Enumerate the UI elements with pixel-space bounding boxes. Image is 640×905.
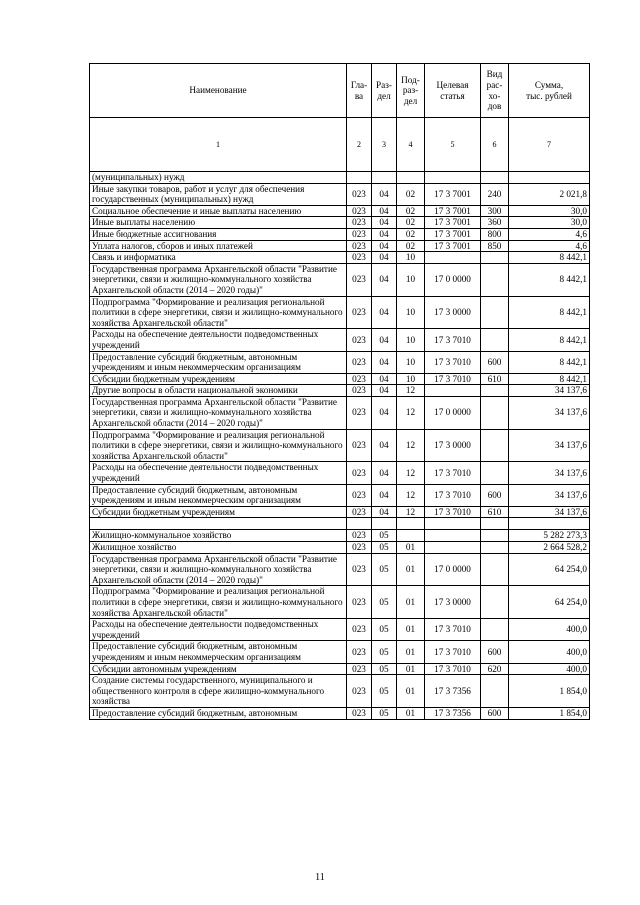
row-vid: 300: [481, 205, 509, 217]
column-number: 6: [481, 118, 509, 172]
row-razdel: 04: [372, 217, 397, 229]
row-podrazdel: 12: [397, 506, 425, 518]
row-vid: [481, 252, 509, 264]
row-target: 17 3 7356: [425, 707, 481, 719]
row-name: Подпрограмма "Формирование и реализация региональной политики в сфере энергетики, связи и жилищно-коммунального хозяйства Архангельской области": [90, 296, 347, 329]
row-name: Предоставление субсидий бюджетным, автономным учреждениям и иным некоммерческим организациям: [90, 484, 347, 506]
row-name: Иные бюджетные ассигнования: [90, 228, 347, 240]
row-target: 17 3 7001: [425, 228, 481, 240]
header-razdel: Раз- дел: [372, 64, 397, 118]
row-sum: 34 137,6: [509, 429, 590, 462]
row-target: 17 3 7010: [425, 484, 481, 506]
row-podrazdel: 01: [397, 641, 425, 663]
table-row: [90, 675, 590, 708]
row-glava: 023: [347, 553, 372, 586]
row-target: 17 3 7001: [425, 183, 481, 205]
table-row: [90, 619, 590, 641]
row-razdel: 04: [372, 228, 397, 240]
table-row: [90, 396, 590, 429]
row-podrazdel: 02: [397, 228, 425, 240]
row-glava: 023: [347, 663, 372, 675]
row-target: 17 3 7010: [425, 663, 481, 675]
row-vid: 600: [481, 707, 509, 719]
row-sum: 8 442,1: [509, 263, 590, 296]
row-podrazdel: 02: [397, 205, 425, 217]
row-razdel: 04: [372, 240, 397, 252]
row-sum: 8 442,1: [509, 373, 590, 385]
row-vid: [481, 530, 509, 542]
row-glava: 023: [347, 217, 372, 229]
row-podrazdel: 12: [397, 484, 425, 506]
row-razdel: 04: [372, 183, 397, 205]
table-row: [90, 707, 590, 719]
row-glava: 023: [347, 263, 372, 296]
row-glava: 023: [347, 205, 372, 217]
column-number: 2: [347, 118, 372, 172]
row-sum: 8 442,1: [509, 329, 590, 351]
row-target: 17 0 0000: [425, 553, 481, 586]
row-glava: 023: [347, 373, 372, 385]
row-name: Уплата налогов, сборов и иных платежей: [90, 240, 347, 252]
table-row: [90, 217, 590, 229]
row-name: Государственная программа Архангельской области "Развитие энергетики, связи и жилищно-коммунального хозяйства Архангельской области (2014 – 2020 годы)": [90, 553, 347, 586]
row-podrazdel: 01: [397, 553, 425, 586]
row-sum: 1 854,0: [509, 675, 590, 708]
row-vid: [481, 675, 509, 708]
table-row: [90, 183, 590, 205]
row-vid: [481, 329, 509, 351]
table-row: [90, 385, 590, 397]
row-razdel: 04: [372, 263, 397, 296]
header-glava: Гла- ва: [347, 64, 372, 118]
row-razdel: 05: [372, 707, 397, 719]
row-vid: [481, 429, 509, 462]
row-sum: 400,0: [509, 619, 590, 641]
row-vid: [481, 586, 509, 619]
row-podrazdel: 10: [397, 329, 425, 351]
table-row: [90, 373, 590, 385]
row-sum: 4,6: [509, 240, 590, 252]
table-row: [90, 506, 590, 518]
row-razdel: 04: [372, 329, 397, 351]
row-vid: [481, 385, 509, 397]
row-name: Подпрограмма "Формирование и реализация региональной политики в сфере энергетики, связи и жилищно-коммунального хозяйства Архангельской области": [90, 586, 347, 619]
row-vid: [481, 172, 509, 184]
row-razdel: [372, 518, 397, 530]
row-vid: 600: [481, 641, 509, 663]
row-name: Жилищно-коммунальное хозяйство: [90, 530, 347, 542]
row-glava: 023: [347, 351, 372, 373]
row-sum: 64 254,0: [509, 586, 590, 619]
row-name: Предоставление субсидий бюджетным, автономным учреждениям и иным некоммерческим организациям: [90, 351, 347, 373]
row-target: 17 3 0000: [425, 586, 481, 619]
row-sum: 4,6: [509, 228, 590, 240]
row-vid: 610: [481, 373, 509, 385]
row-podrazdel: 12: [397, 385, 425, 397]
row-name: Создание системы государственного, муниципального и общественного контроля в сфере жилищно-коммунального хозяйства: [90, 675, 347, 708]
row-razdel: 05: [372, 619, 397, 641]
row-sum: 30,0: [509, 217, 590, 229]
row-sum: 64 254,0: [509, 553, 590, 586]
row-glava: 023: [347, 385, 372, 397]
row-sum: 34 137,6: [509, 506, 590, 518]
row-podrazdel: 01: [397, 675, 425, 708]
row-sum: 400,0: [509, 641, 590, 663]
table-row: [90, 484, 590, 506]
row-razdel: 04: [372, 385, 397, 397]
row-razdel: 04: [372, 429, 397, 462]
row-glava: 023: [347, 240, 372, 252]
row-vid: [481, 518, 509, 530]
row-sum: 30,0: [509, 205, 590, 217]
table-row: [90, 329, 590, 351]
row-name: Субсидии бюджетным учреждениям: [90, 373, 347, 385]
row-sum: 1 854,0: [509, 707, 590, 719]
table-row: [90, 429, 590, 462]
row-name: Расходы на обеспечение деятельности подведомственных учреждений: [90, 619, 347, 641]
row-target: [425, 252, 481, 264]
row-razdel: 05: [372, 553, 397, 586]
row-target: 17 3 7356: [425, 675, 481, 708]
table-row: [90, 663, 590, 675]
row-podrazdel: 01: [397, 663, 425, 675]
row-target: 17 3 7010: [425, 329, 481, 351]
row-sum: 34 137,6: [509, 462, 590, 484]
table-row: [90, 518, 590, 530]
row-vid: [481, 396, 509, 429]
row-name: Предоставление субсидий бюджетным, автономным учреждениям и иным некоммерческим организациям: [90, 641, 347, 663]
header-podrazdel: Под- раз- дел: [397, 64, 425, 118]
row-razdel: 04: [372, 252, 397, 264]
row-name: Предоставление субсидий бюджетным, автономным: [90, 707, 347, 719]
row-razdel: 04: [372, 506, 397, 518]
row-name: Расходы на обеспечение деятельности подведомственных учреждений: [90, 329, 347, 351]
header-sum: Сумма, тыс. рублей: [509, 64, 590, 118]
column-number: 4: [397, 118, 425, 172]
row-target: [425, 518, 481, 530]
column-number: 7: [509, 118, 590, 172]
table-row: [90, 205, 590, 217]
row-sum: 2 664 528,2: [509, 542, 590, 554]
row-name: Иные выплаты населению: [90, 217, 347, 229]
row-vid: 620: [481, 663, 509, 675]
row-razdel: 05: [372, 663, 397, 675]
row-sum: 34 137,6: [509, 396, 590, 429]
row-podrazdel: 12: [397, 396, 425, 429]
row-name: Субсидии бюджетным учреждениям: [90, 506, 347, 518]
row-name: Подпрограмма "Формирование и реализация региональной политики в сфере энергетики, связи и жилищно-коммунального хозяйства Архангельской области": [90, 429, 347, 462]
row-podrazdel: 10: [397, 373, 425, 385]
row-razdel: 05: [372, 542, 397, 554]
row-razdel: 05: [372, 530, 397, 542]
row-sum: 400,0: [509, 663, 590, 675]
row-target: [425, 530, 481, 542]
table-row: [90, 462, 590, 484]
row-vid: 600: [481, 484, 509, 506]
row-name: Расходы на обеспечение деятельности подведомственных учреждений: [90, 462, 347, 484]
row-razdel: 04: [372, 484, 397, 506]
row-glava: 023: [347, 619, 372, 641]
column-number: 5: [425, 118, 481, 172]
row-target: [425, 542, 481, 554]
row-glava: [347, 518, 372, 530]
row-name: (муниципальных) нужд: [90, 172, 347, 184]
row-glava: 023: [347, 462, 372, 484]
row-target: [425, 385, 481, 397]
table-row: [90, 553, 590, 586]
row-podrazdel: [397, 530, 425, 542]
row-vid: 850: [481, 240, 509, 252]
row-glava: 023: [347, 183, 372, 205]
row-target: 17 3 7010: [425, 373, 481, 385]
row-sum: 2 021,8: [509, 183, 590, 205]
table-row: [90, 263, 590, 296]
row-glava: 023: [347, 506, 372, 518]
row-podrazdel: 10: [397, 263, 425, 296]
row-vid: 600: [481, 351, 509, 373]
row-razdel: 04: [372, 351, 397, 373]
table-body: [90, 172, 590, 720]
row-glava: 023: [347, 484, 372, 506]
row-razdel: 05: [372, 641, 397, 663]
row-podrazdel: 02: [397, 217, 425, 229]
row-name: Субсидии автономным учреждениям: [90, 663, 347, 675]
row-glava: 023: [347, 329, 372, 351]
row-target: 17 3 7001: [425, 217, 481, 229]
table-row: [90, 228, 590, 240]
row-podrazdel: [397, 172, 425, 184]
row-razdel: 04: [372, 205, 397, 217]
header-name: Наименование: [90, 64, 347, 118]
row-podrazdel: [397, 518, 425, 530]
row-glava: 023: [347, 530, 372, 542]
row-podrazdel: 01: [397, 619, 425, 641]
row-name: Социальное обеспечение и иные выплаты населению: [90, 205, 347, 217]
table-row: [90, 296, 590, 329]
table-row: [90, 351, 590, 373]
row-target: 17 3 7010: [425, 462, 481, 484]
row-target: [425, 172, 481, 184]
row-podrazdel: 02: [397, 240, 425, 252]
row-razdel: 04: [372, 296, 397, 329]
table-row: [90, 641, 590, 663]
table-row: [90, 252, 590, 264]
row-sum: [509, 172, 590, 184]
row-glava: 023: [347, 252, 372, 264]
table-row: [90, 240, 590, 252]
row-name: Государственная программа Архангельской области "Развитие энергетики, связи и жилищно-коммунального хозяйства Архангельской области (2014 – 2020 годы)": [90, 396, 347, 429]
row-glava: 023: [347, 429, 372, 462]
row-target: 17 3 7010: [425, 619, 481, 641]
row-name: Государственная программа Архангельской области "Развитие энергетики, связи и жилищно-коммунального хозяйства Архангельской области (2014 – 2020 годы)": [90, 263, 347, 296]
row-glava: [347, 172, 372, 184]
row-podrazdel: 12: [397, 429, 425, 462]
row-vid: [481, 263, 509, 296]
row-target: 17 3 0000: [425, 296, 481, 329]
row-target: 17 3 7010: [425, 506, 481, 518]
row-razdel: 05: [372, 675, 397, 708]
row-razdel: 04: [372, 462, 397, 484]
row-target: 17 3 7010: [425, 641, 481, 663]
row-name: Связь и информатика: [90, 252, 347, 264]
row-podrazdel: 01: [397, 542, 425, 554]
table-row: [90, 542, 590, 554]
table-row: [90, 172, 590, 184]
row-vid: 360: [481, 217, 509, 229]
row-sum: [509, 518, 590, 530]
row-target: 17 3 0000: [425, 429, 481, 462]
row-vid: 240: [481, 183, 509, 205]
row-podrazdel: 01: [397, 586, 425, 619]
row-glava: 023: [347, 641, 372, 663]
column-number: 1: [90, 118, 347, 172]
table-header-row: [90, 64, 590, 118]
row-vid: [481, 462, 509, 484]
row-podrazdel: 01: [397, 707, 425, 719]
row-razdel: 04: [372, 396, 397, 429]
row-podrazdel: 02: [397, 183, 425, 205]
row-podrazdel: 10: [397, 296, 425, 329]
row-target: 17 0 0000: [425, 396, 481, 429]
row-vid: [481, 542, 509, 554]
row-glava: 023: [347, 707, 372, 719]
row-vid: 800: [481, 228, 509, 240]
row-podrazdel: 12: [397, 462, 425, 484]
column-number-row: [90, 118, 590, 172]
row-name: [90, 518, 347, 530]
header-target: Целевая статья: [425, 64, 481, 118]
column-number: 3: [372, 118, 397, 172]
row-vid: 610: [481, 506, 509, 518]
row-razdel: 04: [372, 373, 397, 385]
row-vid: [481, 553, 509, 586]
table-row: [90, 530, 590, 542]
row-razdel: 05: [372, 586, 397, 619]
row-target: 17 0 0000: [425, 263, 481, 296]
row-target: 17 3 7001: [425, 205, 481, 217]
row-name: Жилищное хозяйство: [90, 542, 347, 554]
row-name: Другие вопросы в области национальной экономики: [90, 385, 347, 397]
row-target: 17 3 7001: [425, 240, 481, 252]
row-vid: [481, 619, 509, 641]
row-glava: 023: [347, 228, 372, 240]
row-sum: 8 442,1: [509, 296, 590, 329]
row-podrazdel: 10: [397, 351, 425, 373]
row-sum: 34 137,6: [509, 385, 590, 397]
table-row: [90, 586, 590, 619]
row-target: 17 3 7010: [425, 351, 481, 373]
row-glava: 023: [347, 542, 372, 554]
row-sum: 5 282 273,3: [509, 530, 590, 542]
row-sum: 8 442,1: [509, 252, 590, 264]
row-glava: 023: [347, 396, 372, 429]
header-vid: Вид рас- хо- дов: [481, 64, 509, 118]
row-sum: 8 442,1: [509, 351, 590, 373]
row-glava: 023: [347, 675, 372, 708]
page-number: 11: [315, 872, 325, 883]
row-glava: 023: [347, 586, 372, 619]
row-glava: 023: [347, 296, 372, 329]
row-name: Иные закупки товаров, работ и услуг для обеспечения государственных (муниципальных) нужд: [90, 183, 347, 205]
row-podrazdel: 10: [397, 252, 425, 264]
row-sum: 34 137,6: [509, 484, 590, 506]
budget-table: [89, 63, 590, 720]
row-vid: [481, 296, 509, 329]
row-razdel: [372, 172, 397, 184]
